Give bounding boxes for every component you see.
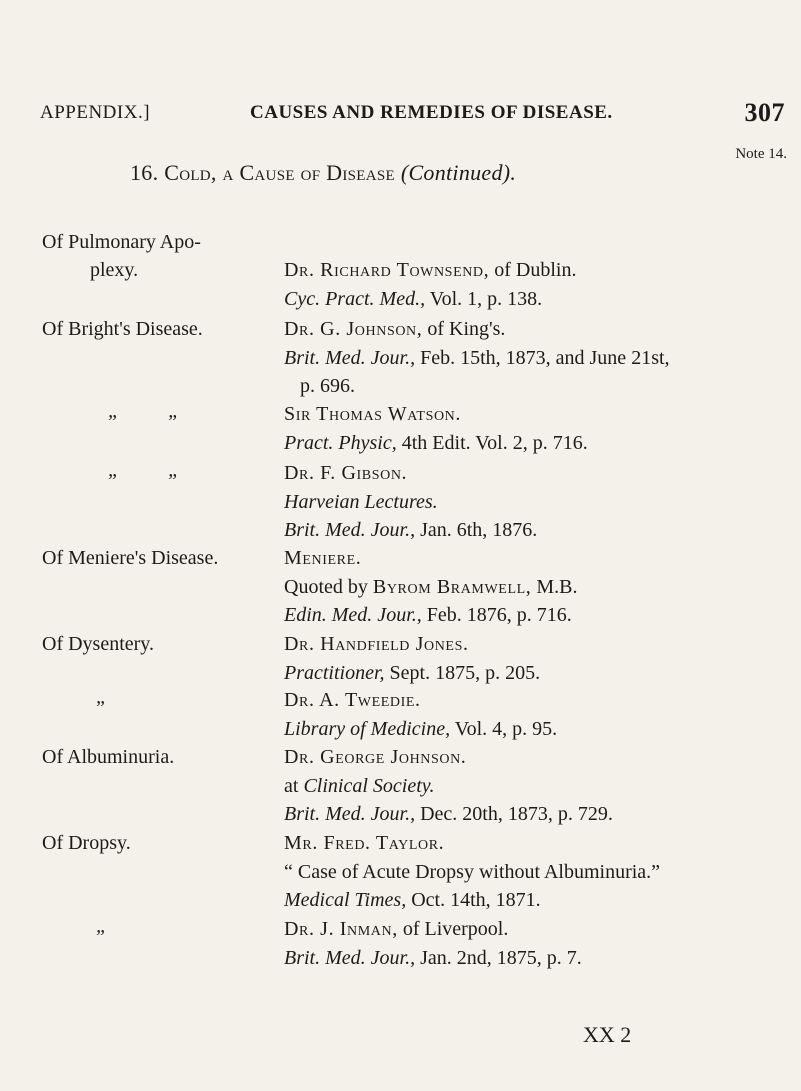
running-head — [40, 98, 785, 132]
reference-details-continued: p. 696. — [300, 375, 355, 397]
signature-mark: XX 2 — [583, 1022, 632, 1047]
section-number: 16. — [130, 160, 159, 185]
reference-quote: “ Case of Acute Dropsy without Albuminuria.” — [284, 860, 661, 883]
reference-source: Clinical Society. — [303, 774, 435, 797]
reference-text: Quoted by — [284, 575, 373, 598]
entry-label-line: plexy. — [90, 259, 139, 281]
entry-label: Of Albuminuria. — [42, 746, 175, 768]
page-number: 307 — [744, 98, 785, 127]
reference-source: Brit. Med. Jour., — [284, 346, 416, 369]
ditto-marks: „ — [96, 915, 108, 937]
reference-details: Feb. 15th, 1873, and June 21st, — [415, 346, 670, 369]
ditto-marks: „ „ — [108, 400, 180, 422]
reference-author: Dr. George Johnson. — [284, 746, 467, 768]
reference-source: Harveian Lectures. — [284, 490, 438, 513]
reference-affiliation: of King's. — [422, 318, 506, 340]
reference-text: at — [284, 774, 304, 797]
reference-source: Brit. Med. Jour., — [284, 519, 416, 541]
reference — [284, 630, 789, 687]
reference-details: Jan. 2nd, 1875, p. 7. — [415, 946, 582, 969]
reference-author: Sir Thomas Watson. — [284, 403, 461, 425]
reference-text: M.B. — [531, 575, 578, 598]
reference-source: Practitioner, — [284, 661, 385, 684]
entry-label-line: Of Pulmonary Apo- — [42, 231, 201, 253]
section-title — [130, 160, 516, 186]
margin-note: Note 14. — [735, 146, 787, 162]
entry-label: Of Dysentery. — [42, 633, 155, 655]
reference — [284, 915, 789, 972]
reference-author: Byrom Bramwell, — [372, 575, 532, 598]
reference-details: Feb. 1876, p. 716. — [421, 604, 572, 626]
reference-details: 4th Edit. Vol. 2, p. 716. — [396, 431, 588, 454]
reference-source: Cyc. Pract. Med., — [284, 287, 426, 310]
reference-details: Oct. 14th, 1871. — [406, 889, 541, 911]
entry-label: Of Dropsy. — [42, 832, 131, 854]
reference-author: Dr. J. Inman, — [284, 918, 398, 940]
entry-label — [42, 228, 201, 284]
reference-details: Dec. 20th, 1873, p. 729. — [415, 803, 613, 825]
reference-source: Brit. Med. Jour., — [284, 946, 416, 969]
reference — [284, 256, 789, 313]
reference-source: Edin. Med. Jour., — [284, 604, 422, 626]
reference — [284, 829, 789, 915]
reference-author: Dr. Richard Townsend, — [284, 259, 490, 281]
reference — [284, 459, 789, 545]
section-continued: (Continued). — [400, 160, 517, 185]
reference-source: Pract. Physic, — [284, 431, 397, 454]
reference-details: Vol. 4, p. 95. — [450, 717, 558, 740]
reference-source: Medical Times, — [284, 889, 407, 911]
reference — [284, 544, 789, 630]
reference — [284, 686, 789, 743]
reference-source: Library of Medicine, — [284, 717, 451, 740]
reference-author: Dr. G. Johnson, — [284, 318, 423, 340]
ditto-marks: „ — [96, 686, 108, 708]
reference-author: Meniere. — [284, 547, 362, 569]
entry-label: Of Meniere's Disease. — [42, 547, 219, 569]
entry-label: Of Bright's Disease. — [42, 318, 203, 340]
reference-details: Jan. 6th, 1876. — [415, 519, 538, 541]
header-left: APPENDIX.] — [40, 102, 151, 123]
reference-author: Mr. Fred. Taylor. — [284, 832, 445, 854]
section-heading: Cold, a Cause of Disease — [164, 160, 395, 185]
reference — [284, 400, 789, 457]
reference — [284, 743, 789, 829]
reference-affiliation: of Liverpool. — [397, 918, 509, 940]
reference-author: Dr. Handfield Jones. — [284, 633, 469, 655]
reference-details: Vol. 1, p. 138. — [425, 287, 543, 310]
reference-author: Dr. F. Gibson. — [284, 462, 408, 484]
reference — [284, 315, 789, 401]
reference-author: Dr. A. Tweedie. — [284, 689, 421, 711]
reference-affiliation: of Dublin. — [489, 259, 577, 281]
header-title: CAUSES AND REMEDIES OF DISEASE. — [250, 102, 613, 123]
ditto-marks: „ „ — [108, 459, 180, 481]
reference-source: Brit. Med. Jour., — [284, 803, 416, 825]
reference-details: Sept. 1875, p. 205. — [384, 661, 541, 684]
